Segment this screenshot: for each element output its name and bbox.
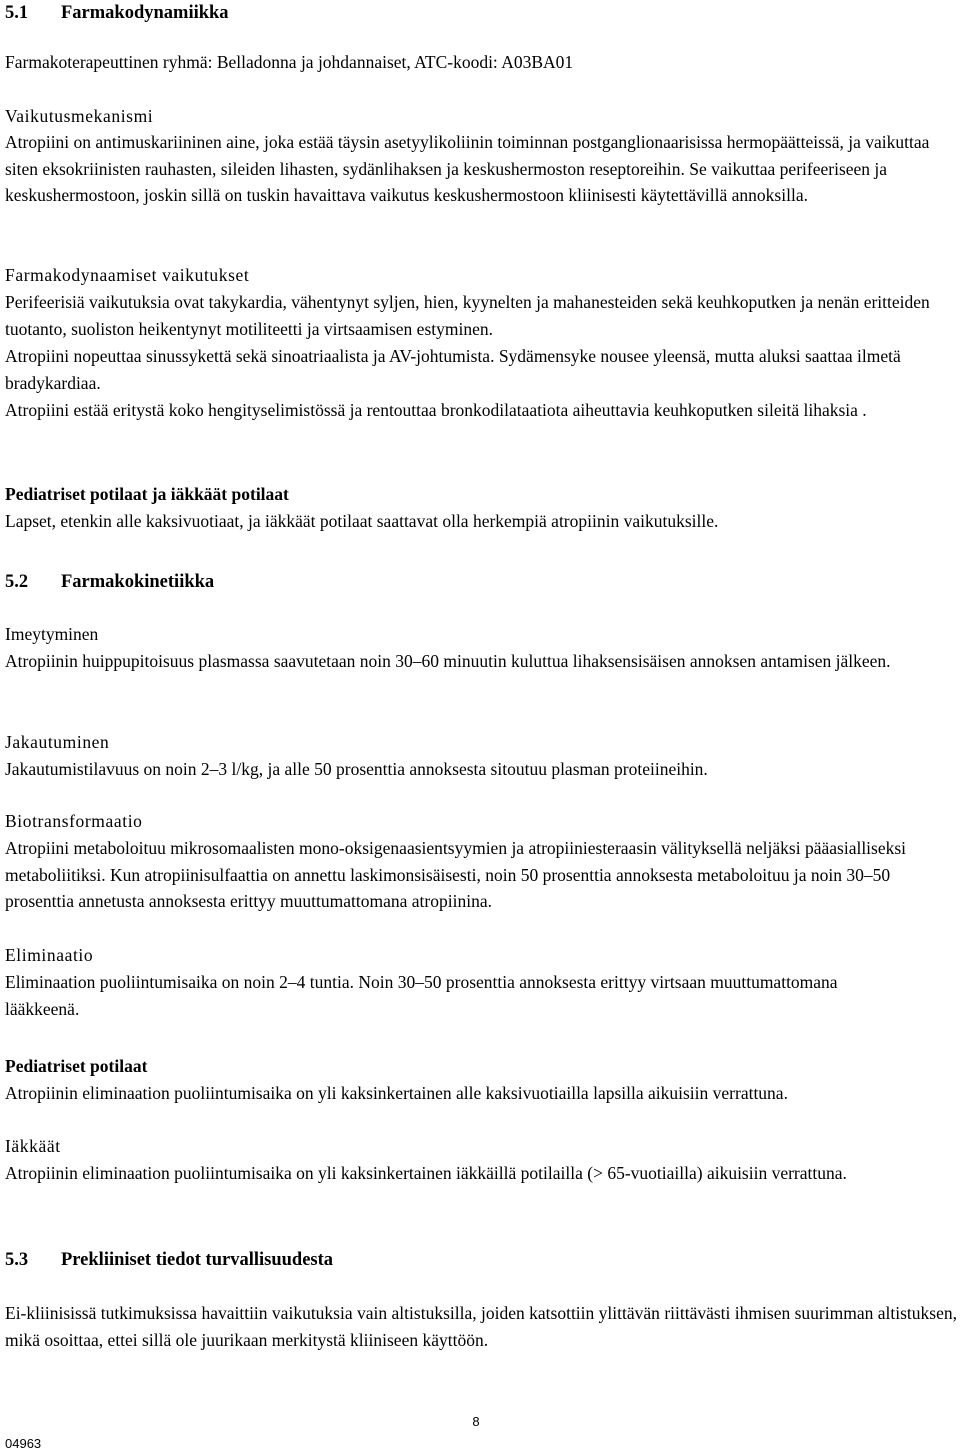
elderly-text: Atropiinin eliminaation puoliintumisaika on yli kaksinkertainen iäkkäillä potilailla (> 65-vuotiailla) aikuisiin verrattuna. (5, 1163, 847, 1183)
section-title: Prekliiniset tiedot turvallisuudesta (61, 1250, 334, 1270)
section-title: Farmakokinetiikka (61, 572, 215, 592)
section-number: 5.1 (5, 3, 29, 23)
pediatric-text: Atropiinin eliminaation puoliintumisaika on yli kaksinkertainen alle kaksivuotiailla lapsilla aikuisiin verrattuna. (5, 1083, 788, 1103)
elimination-text: Eliminaation puoliintumisaika on noin 2–4 tuntia. Noin 30–50 prosenttia annoksesta erittyy virtsaan muuttumattomana lääkkeenä. (5, 972, 838, 1019)
biotransformation-label: Biotransformaatio (5, 811, 143, 831)
section-title: Farmakodynamiikka (61, 3, 229, 23)
section-number: 5.3 (5, 1250, 29, 1270)
effects-label: Farmakodynaamiset vaikutukset (5, 265, 250, 285)
effects-paragraph-1: Perifeerisiä vaikutuksia ovat takykardia, vähentynyt syljen, hien, kyynelten ja mahanesteiden sekä keuhkoputken ja nenän eritteiden tuotanto, suoliston heikentynyt motiliteetti ja virtsaamisen estyminen. (5, 292, 930, 339)
effects-paragraph-2: Atropiini nopeuttaa sinussykettä sekä sinoatriaalista ja AV-johtumista. Sydämensyke nousee yleensä, mutta aluksi saattaa ilmetä bradykardiaa. (5, 346, 901, 393)
section-number: 5.2 (5, 572, 29, 592)
pediatric-elderly-heading: Pediatriset potilaat ja iäkkäät potilaat (5, 484, 289, 504)
distribution-label: Jakautuminen (5, 732, 110, 752)
mechanism-text: Atropiini on antimuskariininen aine, joka estää täysin asetyylikoliinin toiminnan postganglionaarisissa hermopäätteissä, ja vaikuttaa siten eksokriinisten rauhasten, sileiden lihasten, sydänlihaksen ja keskushermoston reseptoreihin. Se vaikuttaa perifeeriseen ja keskushermostoon, joskin sillä on tuskin havaittava vaikutus keskushermostoon kliinisesti käytettävillä annoksilla. (5, 132, 930, 205)
pediatric-elderly-text: Lapset, etenkin alle kaksivuotiaat, ja iäkkäät potilaat saattavat olla herkempiä atropiinin vaikutuksille. (5, 511, 719, 531)
elimination-label: Eliminaatio (5, 945, 94, 965)
pharmacotherapeutic-group: Farmakoterapeuttinen ryhmä: Belladonna ja johdannaiset, ATC-koodi: A03BA01 (5, 52, 574, 72)
distribution-text: Jakautumistilavuus on noin 2–3 l/kg, ja alle 50 prosenttia annoksesta sitoutuu plasman proteiineihin. (5, 759, 708, 779)
absorption-text: Atropiinin huippupitoisuus plasmassa saavutetaan noin 30–60 minuutin kuluttua lihaksensisäisen annoksen antamisen jälkeen. (5, 651, 891, 671)
pediatric-heading: Pediatriset potilaat (5, 1056, 148, 1076)
effects-paragraph-3: Atropiini estää eritystä koko hengityselimistössä ja rentouttaa bronkodilataatiota aiheuttavia keuhkoputken sileitä lihaksia . (5, 400, 867, 420)
preclinical-text: Ei-kliinisissä tutkimuksissa havaittiin vaikutuksia vain altistuksilla, joiden katsottiin ylittävän riittävästi ihmisen suurimman altistuksen, mikä osoittaa, ettei sillä ole juurikaan merkitystä kliiniseen käyttöön. (5, 1303, 957, 1350)
elderly-label: Iäkkäät (5, 1136, 61, 1156)
page-number: 8 (472, 1414, 480, 1429)
absorption-label: Imeytyminen (5, 624, 99, 644)
section-5-1-heading (5, 0, 229, 27)
mechanism-label: Vaikutusmekanismi (5, 106, 154, 126)
biotransformation-text: Atropiini metaboloituu mikrosomaalisten mono-oksigenaasientsyymien ja atropiiniesteraasin välityksellä neljäksi pääasialliseksi metaboliitiksi. Kun atropiinisulfaattia on annettu laskimonsisäisesti, noin 50 prosenttia annoksesta metaboloituu ja noin 30–50 prosenttia annetusta annoksesta erittyy muuttumattomana atropiinina. (5, 838, 907, 911)
section-5-3-heading (5, 1247, 333, 1274)
section-5-2-heading (5, 569, 214, 596)
document-code: 04963 (5, 1436, 42, 1451)
